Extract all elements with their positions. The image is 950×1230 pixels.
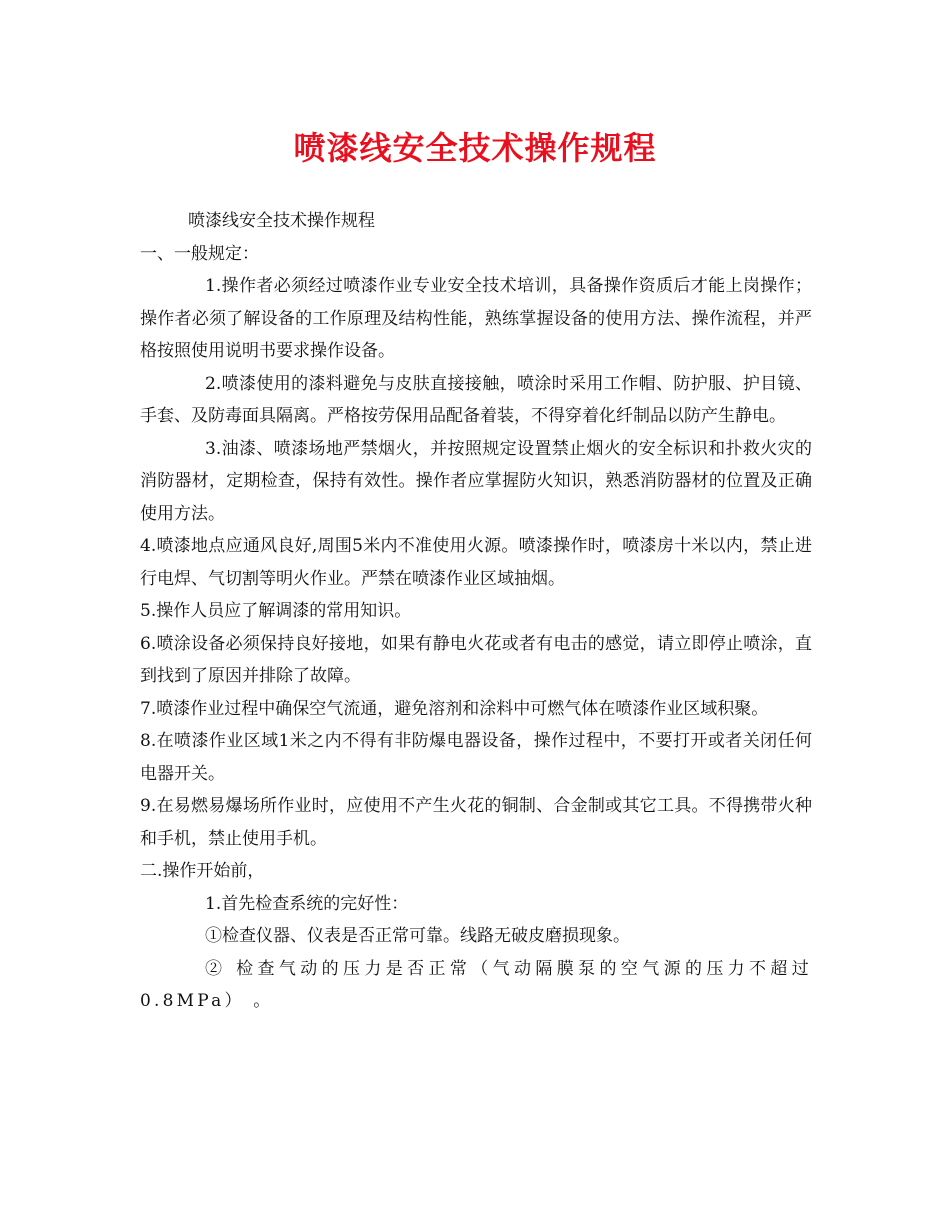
check-subitem-1: ①检查仪器、仪表是否正常可靠。线路无破皮磨损现象。 — [205, 926, 630, 946]
document-title: 喷漆线安全技术操作规程 — [293, 129, 657, 167]
check-item-1: 1.首先检查系统的完好性： — [205, 893, 409, 914]
rule-paragraph-2: 2.喷漆使用的漆料避免与皮肤直接接触，喷涂时采用工作帽、防护服、护目镜、手套、及防毒面具隔离。严格按劳保用品配备着装，不得穿着化纤制品以防产生静电。 — [140, 373, 812, 426]
rule-paragraph-8: 8.在喷漆作业区域1米之内不得有非防爆电器设备，操作过程中，不要打开或者关闭任何电器开关。 — [140, 731, 812, 784]
document-body — [140, 205, 812, 1018]
rule-paragraph-1: 1.操作者必须经过喷漆作业专业安全技术培训，具备操作资质后才能上岗操作；操作者必须了解设备的工作原理及结构性能，熟练掌握设备的使用方法、操作流程，并严格按照使用说明书要求操作设备。 — [140, 276, 812, 361]
rule-paragraph-7: 7.喷漆作业过程中确保空气流通，避免溶剂和涂料中可燃气体在喷漆作业区域积聚。 — [140, 698, 769, 719]
section-heading-before-operation: 二.操作开始前， — [140, 861, 265, 881]
rule-paragraph-9: 9.在易燃易爆场所作业时，应使用不产生火花的铜制、合金制或其它工具。不得携带火种和手机，禁止使用手机。 — [140, 796, 812, 849]
document-subtitle: 喷漆线安全技术操作规程 — [188, 211, 375, 231]
rule-paragraph-5: 5.操作人员应了解调漆的常用知识。 — [140, 601, 412, 621]
rule-paragraph-3: 3.油漆、喷漆场地严禁烟火，并按照规定设置禁止烟火的安全标识和扑救火灾的消防器材，定期检查，保持有效性。操作者应掌握防火知识，熟悉消防器材的位置及正确使用方法。 — [140, 438, 812, 524]
section-heading-general: 一、一般规定： — [140, 243, 259, 264]
rule-paragraph-4: 4.喷漆地点应通风良好,周围5米内不准使用火源。喷漆操作时，喷漆房十米以内，禁止进行电焊、气切割等明火作业。严禁在喷漆作业区域抽烟。 — [140, 536, 812, 589]
check-subitem-2: ② 检查气动的压力是否正常（气动隔膜泵的空气源的压力不超过0.8MPa） 。 — [140, 958, 812, 1011]
rule-paragraph-6: 6.喷涂设备必须保持良好接地，如果有静电火花或者有电击的感觉，请立即停止喷涂，直到找到了原因并排除了故障。 — [140, 633, 812, 686]
